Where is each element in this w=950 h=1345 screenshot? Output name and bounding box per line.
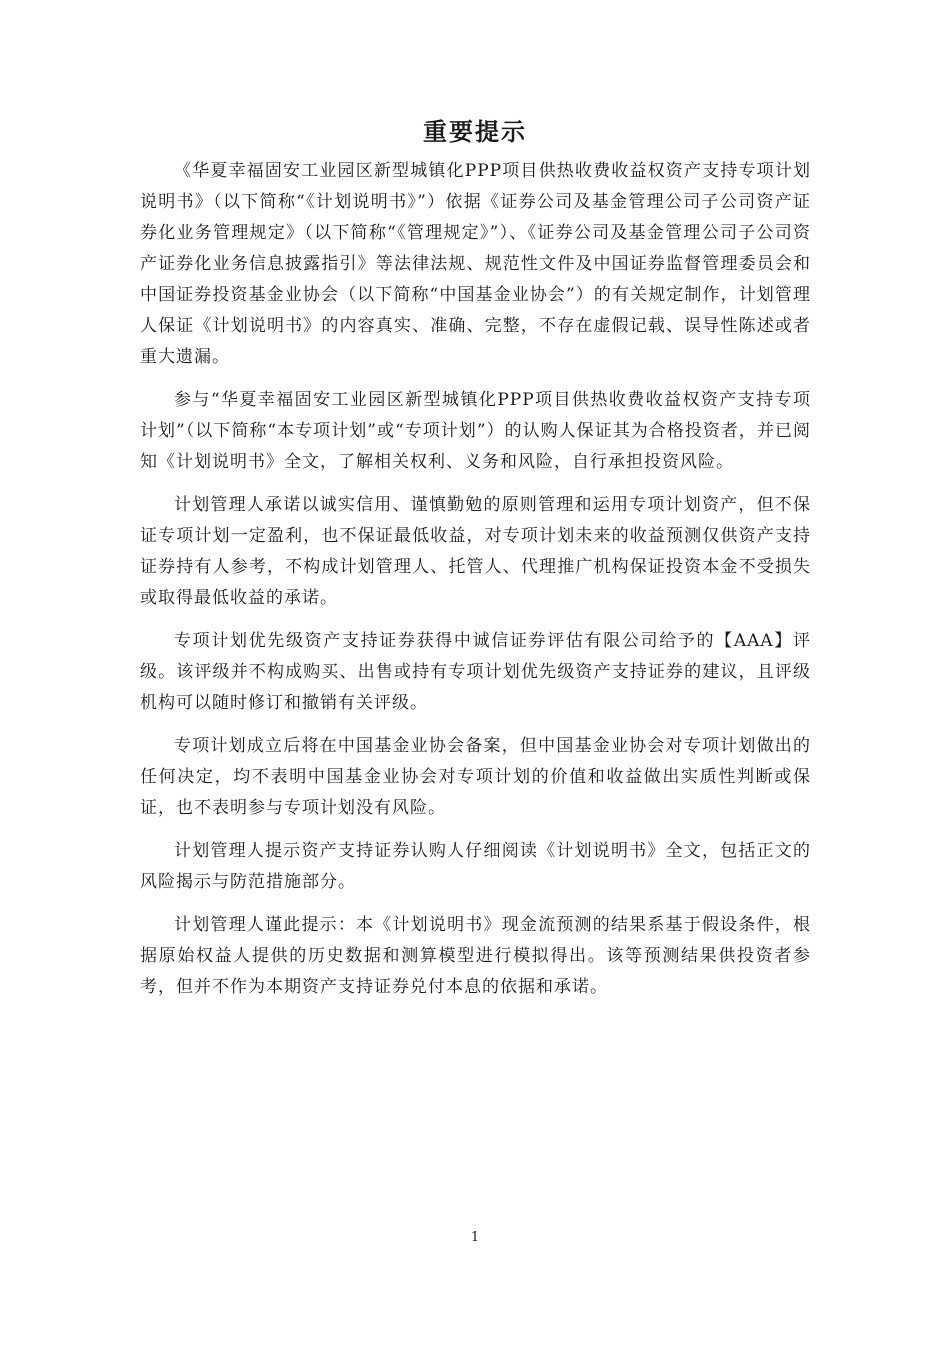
paragraph-cashflow-forecast: 计划管理人谨此提示：本《计划说明书》现金流预测的结果系基于假设条件，根据原始权益人提供的历史数据和测算模型进行模拟得出。该等预测结果供投资者参考，但并不作为本期资产支持证券兑付本息的依据和承诺。 [140, 915, 811, 997]
paragraph-rating: 专项计划优先级资产支持证券获得中诚信证券评估有限公司给予的【AAA】评级。该评级并不构成购买、出售或持有专项计划优先级资产支持证券的建议，且评级机构可以随时修订和撤销有关评级。 [140, 631, 811, 713]
paragraph-disclosure-basis: 《华夏幸福固安工业园区新型城镇化PPP项目供热收费收益权资产支持专项计划说明书》（以下简称“《计划说明书》”）依据《证券公司及基金管理公司子公司资产证券化业务管理规定》（以下简称“《管理规定》”）、《证券公司及基金管理公司子公司资产证券化业务信息披露指引》等法律法规、规范性文件及中国证券监督管理委员会和中国证券投资基金业协会（以下简称“中国基金业协会”）的有关规定制作，计划管理人保证《计划说明书》的内容真实、准确、完整，不存在虚假记载、误导性陈述或者重大遗漏。 [140, 161, 811, 367]
document-title: 重要提示 [423, 117, 527, 146]
paragraph-registration: 专项计划成立后将在中国基金业协会备案，但中国基金业协会对专项计划做出的任何决定，均不表明中国基金业协会对专项计划的价值和收益做出实质性判断或保证，也不表明参与专项计划没有风险。 [140, 736, 811, 818]
paragraph-subscriber-qualification: 参与“华夏幸福固安工业园区新型城镇化PPP项目供热收费收益权资产支持专项计划”（以下简称“本专项计划”或“专项计划”）的认购人保证其为合格投资者，并已阅知《计划说明书》全文，了解相关权利、义务和风险，自行承担投资风险。 [140, 390, 811, 472]
paragraph-manager-commitment: 计划管理人承诺以诚实信用、谨慎勤勉的原则管理和运用专项计划资产，但不保证专项计划一定盈利，也不保证最低收益，对专项计划未来的收益预测仅供资产支持证券持有人参考，不构成计划管理人、托管人、代理推广机构保证投资本金不受损失或取得最低收益的承诺。 [140, 495, 811, 608]
document-body [140, 156, 811, 1015]
paragraph-reading-reminder: 计划管理人提示资产支持证券认购人仔细阅读《计划说明书》全文，包括正文的风险揭示与防范措施部分。 [140, 841, 811, 892]
page-number: 1 [470, 1230, 480, 1245]
